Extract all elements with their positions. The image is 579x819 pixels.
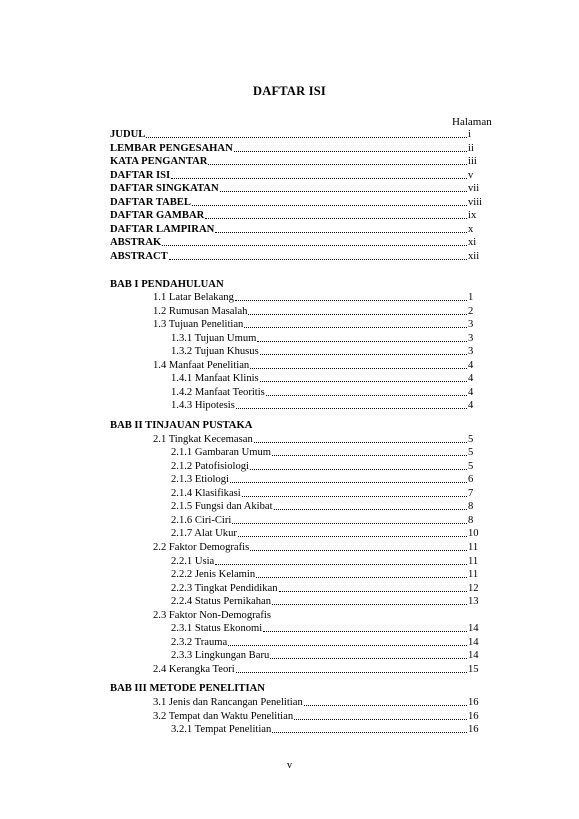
chapter-heading: BAB I PENDAHULUAN — [110, 278, 224, 290]
dot-leader — [235, 300, 467, 301]
toc-entry-label: 2.3.1 Status Ekonomi — [171, 623, 263, 635]
toc-entry-label: 2.1.2 Patofisiologi — [171, 460, 249, 472]
toc-entry — [171, 399, 496, 412]
toc-entry-page: 11 — [468, 569, 479, 581]
toc-entry — [153, 305, 496, 318]
toc-entry-page: i — [468, 129, 471, 140]
dot-leader — [192, 205, 467, 206]
halaman-label: Halaman — [452, 116, 492, 128]
toc-entry — [110, 155, 496, 168]
dot-leader — [256, 577, 467, 578]
toc-entry — [171, 460, 496, 473]
toc-entry-label: 2.1.7 Alat Ukur — [171, 528, 237, 540]
toc-entry-page: 16 — [468, 724, 479, 736]
toc-entry — [171, 527, 496, 540]
toc-entry-label: JUDUL — [110, 129, 146, 140]
toc-entry — [171, 514, 496, 527]
dot-leader — [274, 509, 467, 510]
toc-entry — [153, 663, 496, 676]
toc-entry — [171, 332, 496, 345]
toc-entry-page: 13 — [468, 596, 479, 608]
dot-leader — [169, 259, 467, 260]
toc-entry — [110, 169, 496, 182]
toc-entry — [110, 128, 496, 141]
toc-entry-label: 2.1.1 Gambaran Umum — [171, 447, 272, 459]
toc-entry — [171, 622, 496, 635]
toc-entry-page: 5 — [468, 447, 474, 459]
toc-entry-page: 4 — [468, 386, 474, 398]
dot-leader — [272, 604, 467, 605]
toc-entry-page: viii — [468, 196, 483, 208]
toc-entry-label: 3.2.1 Tempat Penelitian — [171, 724, 272, 736]
toc-entry-label: DAFTAR SINGKATAN — [110, 183, 219, 195]
toc-entry — [110, 250, 496, 263]
toc-entry — [171, 487, 496, 500]
toc-entry-label: 2.2.1 Usia — [171, 555, 215, 567]
toc-entry-page: 15 — [468, 663, 479, 675]
dot-leader — [272, 732, 467, 733]
toc-entry-page: x — [468, 223, 474, 235]
dot-leader — [270, 658, 467, 659]
toc-entry-page: 3 — [468, 319, 474, 331]
dot-leader — [250, 469, 467, 470]
toc-entry-page: 14 — [468, 623, 479, 635]
dot-leader — [242, 496, 467, 497]
toc-entry-page: ix — [468, 210, 477, 222]
toc-entry-page: 8 — [468, 501, 474, 513]
toc-entry-page: 8 — [468, 514, 474, 526]
dot-leader — [171, 178, 467, 179]
toc-entry — [171, 555, 496, 568]
toc-entry-label: 2.2.3 Tingkat Pendidikan — [171, 582, 278, 594]
toc-entry-label: ABSTRAK — [110, 237, 162, 249]
toc-entry — [171, 582, 496, 595]
toc-entry-label: DAFTAR GAMBAR — [110, 210, 205, 222]
dot-leader — [234, 151, 467, 152]
toc-entry — [110, 142, 496, 155]
toc-entry-page: v — [468, 169, 474, 181]
page-number: v — [286, 760, 293, 771]
dot-leader — [260, 354, 467, 355]
toc-entry-label: 2.1 Tingkat Kecemasan — [153, 433, 253, 445]
toc-entry — [153, 433, 496, 446]
toc-entry-page: 1 — [468, 292, 474, 304]
toc-entry — [110, 236, 496, 249]
toc-entry — [153, 291, 496, 304]
dot-leader — [230, 482, 467, 483]
toc-entry — [153, 696, 496, 709]
toc-entry — [153, 609, 496, 622]
toc-entry-label: 1.4.1 Manfaat Klinis — [171, 373, 259, 385]
toc-entry-label: 2.2.2 Jenis Kelamin — [171, 569, 256, 581]
toc-entry — [171, 386, 496, 399]
dot-leader — [248, 314, 467, 315]
toc-entry-page: xi — [468, 237, 477, 249]
toc-entry-label: 1.3.1 Tujuan Umum — [171, 332, 257, 344]
dot-leader — [208, 164, 467, 165]
toc-entry — [171, 372, 496, 385]
toc-entry-page: 12 — [468, 582, 479, 594]
toc-entry-label: ABSTRACT — [110, 250, 168, 262]
toc-entry — [171, 446, 496, 459]
page-title: DAFTAR ISI — [253, 84, 326, 98]
dot-leader — [236, 408, 467, 409]
toc-entry-page: 4 — [468, 373, 474, 385]
toc-entry — [153, 359, 496, 372]
toc-entry — [110, 196, 496, 209]
toc-entry — [171, 568, 496, 581]
dot-leader — [205, 218, 467, 219]
toc-entry — [171, 595, 496, 608]
toc-entry — [171, 345, 496, 358]
chapter-heading: BAB III METODE PENELITIAN — [110, 683, 265, 695]
dot-leader — [266, 395, 467, 396]
toc-entry-label: DAFTAR TABEL — [110, 196, 191, 208]
toc-entry-label: 2.1.6 Ciri-Ciri — [171, 514, 232, 526]
toc-entry — [110, 223, 496, 236]
dot-leader — [236, 672, 467, 673]
toc-entry-label: LEMBAR PENGESAHAN — [110, 142, 233, 154]
toc-entry-page: 6 — [468, 474, 474, 486]
toc-entry-page: 16 — [468, 710, 479, 722]
dot-leader — [146, 137, 467, 138]
toc-entry-label: 1.2 Rumusan Masalah — [153, 305, 248, 317]
dot-leader — [250, 368, 467, 369]
dot-leader — [244, 327, 467, 328]
toc-entry-page: 16 — [468, 697, 479, 708]
toc-entry-label: 2.1.3 Etiologi — [171, 474, 229, 486]
dot-leader — [294, 719, 467, 720]
dot-leader — [304, 705, 467, 706]
toc-entry-page: iii — [468, 156, 477, 168]
toc-entry-page: 3 — [468, 346, 474, 358]
toc-entry — [110, 182, 496, 195]
toc-entry-label: 1.4 Manfaat Penelitian — [153, 359, 250, 371]
toc-entry-page: 4 — [468, 359, 474, 371]
toc-entry — [171, 649, 496, 662]
toc-entry-label: 2.4 Kerangka Teori — [153, 663, 235, 675]
toc-entry-label: 2.1.5 Fungsi dan Akibat — [171, 501, 273, 513]
toc-entry-label: 1.1 Latar Belakang — [153, 292, 234, 304]
toc-entry-page: 2 — [468, 305, 474, 317]
toc-entry-label: KATA PENGANTAR — [110, 156, 208, 168]
toc-entry — [110, 209, 496, 222]
toc-entry-label: 2.1.4 Klasifikasi — [171, 487, 241, 499]
toc-entry-page: xii — [468, 250, 480, 262]
toc-entry-label: 3.2 Tempat dan Waktu Penelitian — [153, 710, 294, 722]
toc-entry — [171, 500, 496, 513]
toc-entry-page: 14 — [468, 636, 479, 648]
toc-entry-label: 2.3 Faktor Non-Demografis — [153, 609, 271, 621]
toc-entry-page: 11 — [468, 541, 479, 553]
toc-entry — [171, 636, 496, 649]
dot-leader — [215, 232, 467, 233]
dot-leader — [260, 381, 467, 382]
toc-entry-label: 1.4.2 Manfaat Teoritis — [171, 386, 265, 398]
dot-leader — [257, 341, 467, 342]
toc-entry-label: DAFTAR LAMPIRAN — [110, 223, 215, 235]
dot-leader — [220, 191, 467, 192]
toc-entry-label: 2.2.4 Status Pernikahan — [171, 596, 272, 608]
toc-entry-label: 1.3.2 Tujuan Khusus — [171, 346, 259, 358]
toc-entry-page: 10 — [468, 528, 479, 540]
dot-leader — [232, 523, 467, 524]
toc-entry — [171, 473, 496, 486]
dot-leader — [215, 564, 467, 565]
toc-entry-page: ii — [468, 142, 474, 154]
toc-entry-label: 3.1 Jenis dan Rancangan Penelitian — [153, 697, 303, 708]
toc-entry-page: 7 — [468, 487, 474, 499]
dot-leader — [250, 550, 467, 551]
toc-entry-label: 2.2 Faktor Demografis — [153, 541, 250, 553]
dot-leader — [254, 442, 467, 443]
toc-entry-label: 2.3.3 Lingkungan Baru — [171, 650, 270, 662]
toc-entry-page: 11 — [468, 555, 479, 567]
dot-leader — [263, 631, 467, 632]
chapter-heading: BAB II TINJAUAN PUSTAKA — [110, 420, 253, 431]
toc-entry — [153, 541, 496, 554]
toc-entry — [171, 723, 496, 736]
toc-entry-page: 3 — [468, 332, 474, 344]
toc-entry-page: 5 — [468, 433, 474, 445]
toc-entry-page: 4 — [468, 400, 474, 412]
dot-leader — [272, 455, 467, 456]
toc-entry-label: DAFTAR ISI — [110, 169, 171, 181]
toc-entry-page: vii — [468, 183, 480, 195]
toc-entry-page: 14 — [468, 650, 479, 662]
dot-leader — [279, 591, 467, 592]
dot-leader — [162, 245, 467, 246]
toc-entry — [153, 318, 496, 331]
dot-leader — [238, 536, 467, 537]
toc-entry-page: 5 — [468, 460, 474, 472]
toc-entry-label: 2.3.2 Trauma — [171, 636, 228, 648]
toc-entry-label: 1.3 Tujuan Penelitian — [153, 319, 244, 331]
dot-leader — [228, 645, 467, 646]
toc-entry — [153, 710, 496, 723]
toc-entry-label: 1.4.3 Hipotesis — [171, 400, 235, 412]
